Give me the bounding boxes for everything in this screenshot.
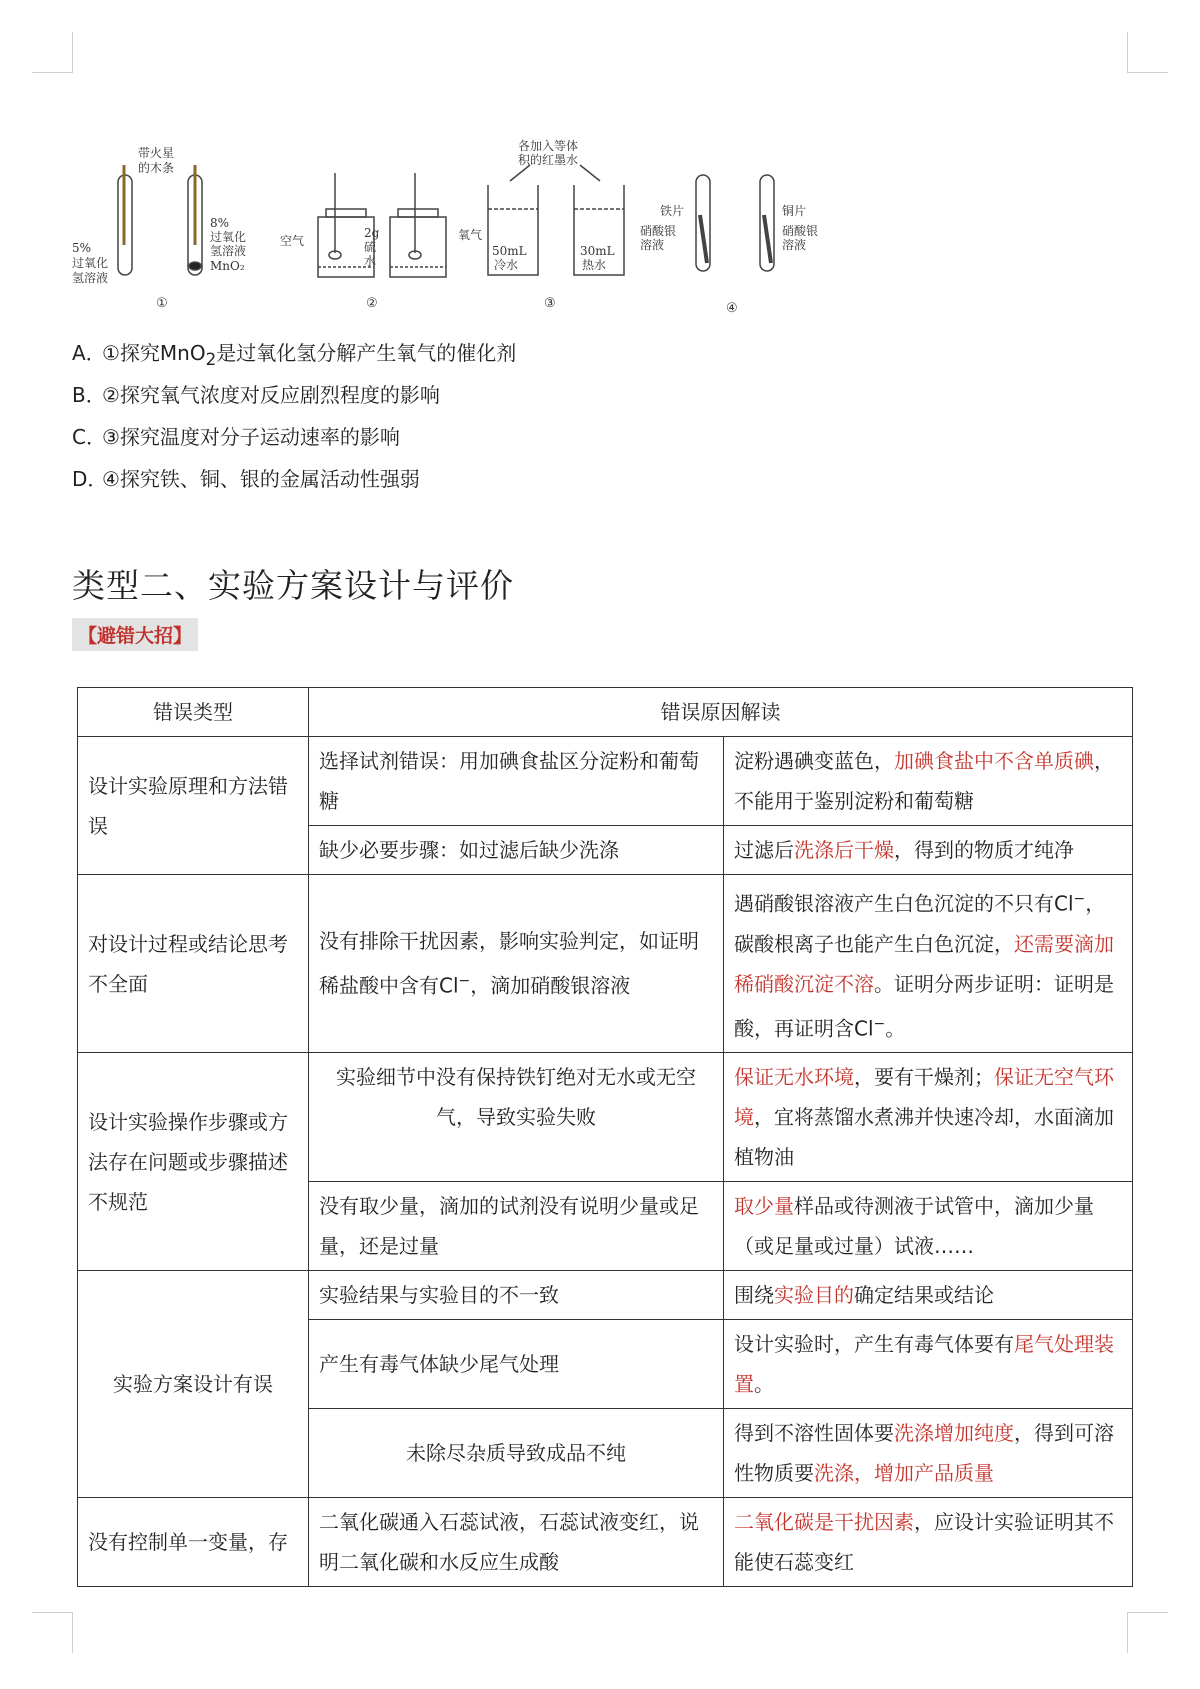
row2-fix-minus-2: − (873, 1015, 886, 1032)
row2-type: 对设计过程或结论思考不全面 (78, 875, 309, 1053)
table-row (78, 1271, 1133, 1320)
table-row (78, 875, 1133, 1053)
row2-fix-cl: Cl (1054, 891, 1074, 916)
row4-type: 实验方案设计有误 (78, 1271, 309, 1498)
option-c-text: ③探究温度对分子运动速率的影响 (102, 425, 400, 449)
row3a-fix (724, 1053, 1133, 1182)
row2-error-minus: − (458, 973, 471, 990)
label-1-left-3: 氢溶液 (72, 271, 109, 285)
row4c-error: 未除尽杂质导致成品不纯 (309, 1409, 724, 1498)
table-row (78, 737, 1133, 826)
row4a-fix (724, 1271, 1133, 1320)
option-b[interactable] (72, 374, 516, 416)
row1a-fix-2: ，不能用于鉴别淀粉和葡萄糖 (734, 749, 1114, 813)
row1a-fix-red: 加碘食盐中不含单质碘 (894, 749, 1094, 773)
option-c[interactable] (72, 416, 516, 458)
label-1-top-1: 带火星 (138, 146, 175, 160)
row3b-error: 没有取少量，滴加的试剂没有说明少量或足量，还是过量 (309, 1182, 724, 1271)
label-2-air: 空气 (280, 234, 305, 248)
row1b-fix (724, 826, 1133, 875)
option-a-letter: A． (72, 341, 106, 365)
crop-mark-top-left (32, 32, 73, 73)
row2-fix-minus: − (1073, 891, 1086, 907)
label-2-mid-1: 2g (364, 226, 380, 240)
label-4-right-1: 硝酸银 (782, 224, 819, 238)
label-1-right-1: 8% (210, 216, 230, 230)
label-4-iron: 铁片 (660, 204, 685, 218)
row1b-fix-1: 过滤后 (734, 838, 794, 862)
row3a-fix-red1: 保证无水环境 (734, 1065, 854, 1090)
section-title: 类型二、实验方案设计与评价 (72, 566, 514, 605)
label-4-left-1: 硝酸银 (640, 224, 677, 238)
option-d-letter: D． (72, 467, 108, 491)
table-row (78, 1053, 1133, 1182)
label-2-mid-2: 硫 (364, 240, 377, 254)
option-c-letter: C． (72, 425, 106, 449)
option-d-text: ④探究铁、铜、银的金属活动性强弱 (102, 467, 420, 491)
label-num-2: ② (366, 296, 378, 311)
row2-error (309, 875, 724, 1053)
label-4-left-2: 溶液 (640, 238, 665, 252)
row4c-fix (724, 1409, 1133, 1498)
row2-fix-cl-2: Cl (854, 1016, 874, 1041)
crop-mark-bottom-left (32, 1612, 73, 1653)
row5-type: 没有控制单一变量，存 (78, 1498, 309, 1587)
row2-fix-2: ，碳酸根离子也能产生白色沉淀， (734, 891, 1106, 956)
label-num-3: ③ (544, 296, 556, 311)
experiment-figure (60, 135, 840, 320)
tip-tag: 【避错大招】 (72, 618, 198, 651)
row4a-fix-1: 围绕 (734, 1283, 774, 1308)
arrow-right (580, 165, 600, 181)
row1a-error: 选择试剂错误：用加碘食盐区分淀粉和葡萄糖 (309, 737, 724, 826)
label-num-1: ① (156, 296, 168, 311)
header-error-reason: 错误原因解读 (309, 688, 1133, 737)
table-row (78, 1498, 1133, 1587)
header-error-type: 错误类型 (78, 688, 309, 737)
row4a-fix-red: 实验目的 (774, 1283, 854, 1308)
row4a-fix-2: 确定结果或结论 (854, 1283, 994, 1308)
option-b-letter: B． (72, 383, 106, 407)
table-header-row (78, 688, 1133, 737)
row5-error: 二氧化碳通入石蕊试液，石蕊试液变红，说明二氧化碳和水反应生成酸 (309, 1498, 724, 1587)
row1b-fix-2: ，得到的物质才纯净 (894, 838, 1074, 862)
row4a-error: 实验结果与实验目的不一致 (309, 1271, 724, 1320)
answer-options (72, 332, 516, 500)
arrow-left (510, 165, 530, 181)
row3a-fix-2: ，宜将蒸馏水煮沸并快速冷却，水面滴加植物油 (734, 1105, 1114, 1170)
option-d[interactable] (72, 458, 516, 500)
label-3-top-1: 各加入等体 (518, 139, 579, 153)
row4b-fix-1: 设计实验时，产生有毒气体要有 (734, 1332, 1014, 1357)
label-4-copper: 铜片 (782, 204, 807, 218)
row4c-fix-red2: 洗涤，增加产品质量 (814, 1461, 994, 1486)
option-a[interactable] (72, 332, 516, 374)
label-3-left-2: 冷水 (494, 258, 519, 272)
label-4-right-2: 溶液 (782, 238, 807, 252)
row4b-fix-2: 。 (754, 1372, 774, 1397)
experiment-2 (318, 173, 446, 277)
row4b-fix-red: 尾气处理装置 (734, 1332, 1114, 1397)
option-a-text-post: 是过氧化氢分解产生氧气的催化剂 (216, 341, 517, 365)
row4c-fix-1: 得到不溶性固体要 (734, 1421, 894, 1446)
jar-right-lid (398, 209, 438, 217)
label-1-right-2: 过氧化 (210, 230, 247, 244)
row3-type: 设计实验操作步骤或方法存在问题或步骤描述不规范 (78, 1053, 309, 1271)
row2-error-2: ，滴加硝酸银溶液 (470, 973, 631, 998)
row1b-fix-red: 洗涤后干燥 (794, 838, 894, 862)
row4b-error: 产生有毒气体缺少尾气处理 (309, 1320, 724, 1409)
iron-strip (700, 215, 707, 263)
label-1-right-4: MnO₂ (210, 259, 245, 273)
label-num-4: ④ (726, 301, 738, 316)
crop-mark-top-right (1127, 32, 1168, 73)
row2-error-1: 没有排除干扰因素，影响实验判定，如证明稀盐酸中含有 (319, 929, 699, 998)
label-1-right-3: 氢溶液 (210, 244, 247, 258)
label-3-right-2: 热水 (582, 258, 607, 272)
row2-fix (724, 875, 1133, 1053)
label-2-mid-3: 水 (364, 254, 377, 268)
row1a-fix (724, 737, 1133, 826)
label-1-left-1: 5% (72, 241, 92, 255)
label-1-top-2: 的木条 (138, 161, 175, 175)
error-table (77, 687, 1133, 1587)
row3a-fix-red2: 保证无空气环境 (734, 1065, 1114, 1130)
row4b-fix (724, 1320, 1133, 1409)
label-3-left-1: 50mL (492, 244, 527, 258)
label-2-oxygen: 氧气 (458, 228, 483, 242)
experiment-4 (696, 175, 774, 271)
row1-type: 设计实验原理和方法错误 (78, 737, 309, 875)
row1b-error: 缺少必要步骤：如过滤后缺少洗涤 (309, 826, 724, 875)
jar-left-lid (326, 209, 366, 217)
row5-fix (724, 1498, 1133, 1587)
row1a-fix-1: 淀粉遇碘变蓝色， (734, 749, 894, 773)
mno2-powder (189, 262, 201, 270)
crop-mark-bottom-right (1127, 1612, 1168, 1653)
row5-fix-red: 二氧化碳是干扰因素 (734, 1510, 914, 1535)
row5-fix-1: ，应设计实验证明其不能使石蕊变红 (734, 1510, 1114, 1575)
label-3-right-1: 30mL (580, 244, 615, 258)
option-a-subscript: 2 (205, 350, 217, 369)
jar-right (390, 217, 446, 277)
label-1-left-2: 过氧化 (72, 256, 109, 270)
row2-fix-4: 。 (885, 1016, 906, 1041)
option-b-text: ②探究氧气浓度对反应剧烈程度的影响 (102, 383, 440, 407)
row3b-fix-red: 取少量 (734, 1194, 794, 1219)
option-a-text-pre: ①探究MnO (102, 341, 206, 365)
row4c-fix-red1: 洗涤增加纯度 (894, 1421, 1014, 1446)
row3a-error: 实验细节中没有保持铁钉绝对无水或无空气，导致实验失败 (309, 1053, 724, 1182)
experiment-1 (118, 165, 202, 275)
row3a-fix-1: ，要有干燥剂； (854, 1065, 994, 1090)
copper-strip (764, 215, 771, 263)
row2-error-cl: Cl (439, 973, 459, 998)
row3b-fix (724, 1182, 1133, 1271)
row2-fix-red: 还需要滴加稀硝酸沉淀不溶 (734, 931, 1114, 996)
row4c-fix-2: ，得到可溶性物质要 (734, 1421, 1114, 1486)
row2-fix-1: 遇硝酸银溶液产生白色沉淀的不只有 (734, 891, 1054, 916)
row3b-fix-1: 样品或待测液于试管中，滴加少量（或足量或过量）试液…… (734, 1194, 1094, 1259)
label-3-top-2: 积的红墨水 (518, 153, 579, 167)
row2-fix-3: 。证明分两步证明：证明是酸，再证明含 (734, 971, 1114, 1041)
